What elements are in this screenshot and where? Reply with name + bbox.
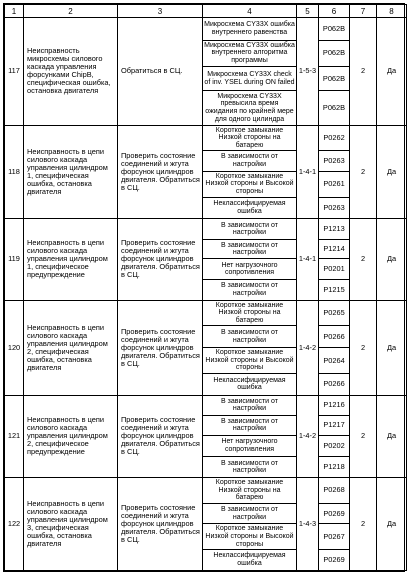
blink-code-cell: 1-4-2 bbox=[297, 300, 319, 395]
header-cell: 1 bbox=[5, 5, 24, 18]
condition-cell: Короткое замыкание Низкой стороны и Высокой стороны bbox=[203, 171, 297, 197]
fault-description-cell: Неисправность в цепи силового каскада управления цилиндром 2, специфическое предупреждение bbox=[24, 395, 118, 477]
action-cell: Обратиться в СЦ. bbox=[118, 18, 203, 126]
fault-description-cell: Неисправность в цепи силового каскада управления цилиндром 1, специфическое предупреждение bbox=[24, 219, 118, 300]
condition-cell: В зависимости от настройки bbox=[203, 457, 297, 478]
fault-description-cell: Неисправность в цепи силового каскада управления цилиндром 3, специфическая ошибка, остановка двигателя bbox=[24, 477, 118, 570]
condition-cell: Короткое замыкание Низкой стороны на батарею bbox=[203, 477, 297, 503]
condition-cell: В зависимости от настройки bbox=[203, 326, 297, 348]
condition-cell: В зависимости от настройки bbox=[203, 280, 297, 301]
fault-description-cell: Неисправность в цепи силового каскада управления цилиндром 1, специфическая ошибка, остановка двигателя bbox=[24, 125, 118, 219]
column-8-cell: Да bbox=[377, 395, 407, 477]
dtc-code-cell: P1214 bbox=[319, 239, 350, 259]
blink-code-cell: 1-4-1 bbox=[297, 219, 319, 300]
dtc-code-cell: P0202 bbox=[319, 435, 350, 457]
blink-code-cell: 1-4-1 bbox=[297, 125, 319, 219]
table-body bbox=[5, 5, 407, 571]
dtc-code-cell: P062B bbox=[319, 40, 350, 66]
action-cell: Проверить состояние соединений и жгута форсунок цилиндров двигателя. Обратиться в СЦ. bbox=[118, 125, 203, 219]
condition-cell: Короткое замыкание Низкой стороны и Высокой стороны bbox=[203, 348, 297, 374]
dtc-code-cell: P1218 bbox=[319, 457, 350, 478]
dtc-code-cell: P0265 bbox=[319, 300, 350, 326]
fault-description-cell: Неисправность микросхемы силового каскада управления форсунками ChipB, специфическая ошибка, остановка двигателя bbox=[24, 18, 118, 126]
condition-cell: Короткое замыкание Низкой стороны на батарею bbox=[203, 300, 297, 326]
column-7-cell: 2 bbox=[350, 18, 377, 126]
dtc-code-cell: P062B bbox=[319, 91, 350, 125]
column-8-cell: Да bbox=[377, 18, 407, 126]
blink-code-cell: 1-5-3 bbox=[297, 18, 319, 126]
table-row bbox=[5, 477, 407, 503]
condition-cell: Неклассифицируемая ошибка bbox=[203, 197, 297, 219]
condition-cell: Микросхема CY33X check of inv. YSEL during ON failed bbox=[203, 66, 297, 91]
table-row bbox=[5, 395, 407, 416]
column-8-cell: Да bbox=[377, 477, 407, 570]
condition-cell: Микросхема CY33X ошибка внутреннего алгоритма программы bbox=[203, 40, 297, 66]
dtc-code-cell: P0261 bbox=[319, 171, 350, 197]
table-row bbox=[5, 219, 407, 240]
header-cell: 2 bbox=[24, 5, 118, 18]
condition-cell: В зависимости от настройки bbox=[203, 219, 297, 240]
table-row bbox=[5, 18, 407, 41]
dtc-code-cell: P0264 bbox=[319, 348, 350, 374]
table-row bbox=[5, 300, 407, 326]
condition-cell: В зависимости от настройки bbox=[203, 151, 297, 172]
dtc-code-cell: P0269 bbox=[319, 550, 350, 571]
blink-code-cell: 1-4-3 bbox=[297, 477, 319, 570]
action-cell: Проверить состояние соединений и жгута форсунок цилиндров двигателя. Обратиться в СЦ. bbox=[118, 300, 203, 395]
column-8-cell: Да bbox=[377, 125, 407, 219]
condition-cell: В зависимости от настройки bbox=[203, 239, 297, 259]
condition-cell: Неклассифицируемая ошибка bbox=[203, 373, 297, 395]
dtc-code-cell: P1217 bbox=[319, 416, 350, 436]
column-7-cell: 2 bbox=[350, 300, 377, 395]
table-row bbox=[5, 125, 407, 151]
dtc-code-cell: P0268 bbox=[319, 477, 350, 503]
column-7-cell: 2 bbox=[350, 219, 377, 300]
row-number-cell: 119 bbox=[5, 219, 24, 300]
dtc-code-cell: P1213 bbox=[319, 219, 350, 240]
condition-cell: Микросхема CY33X ошибка внутреннего равенства bbox=[203, 18, 297, 41]
dtc-code-cell: P0263 bbox=[319, 197, 350, 219]
action-cell: Проверить состояние соединений и жгута форсунок цилиндров двигателя. Обратиться в СЦ. bbox=[118, 395, 203, 477]
dtc-code-cell: P1216 bbox=[319, 395, 350, 416]
column-7-cell: 2 bbox=[350, 395, 377, 477]
column-8-cell: Да bbox=[377, 219, 407, 300]
row-number-cell: 121 bbox=[5, 395, 24, 477]
action-cell: Проверить состояние соединений и жгута форсунок цилиндров двигателя. Обратиться в СЦ. bbox=[118, 477, 203, 570]
condition-cell: В зависимости от настройки bbox=[203, 416, 297, 436]
condition-cell: Неклассифицируемая ошибка bbox=[203, 550, 297, 571]
header-row bbox=[5, 5, 407, 18]
dtc-code-cell: P1215 bbox=[319, 280, 350, 301]
fault-code-table bbox=[4, 4, 407, 571]
dtc-code-cell: P062B bbox=[319, 18, 350, 41]
header-cell: 6 bbox=[319, 5, 350, 18]
condition-cell: Короткое замыкание Низкой стороны и Высокой стороны bbox=[203, 524, 297, 550]
row-number-cell: 120 bbox=[5, 300, 24, 395]
dtc-code-cell: P0269 bbox=[319, 503, 350, 524]
dtc-code-cell: P0262 bbox=[319, 125, 350, 151]
action-cell: Проверить состояние соединений и жгута форсунок цилиндров двигателя. Обратиться в СЦ. bbox=[118, 219, 203, 300]
column-8-cell: Да bbox=[377, 300, 407, 395]
dtc-code-cell: P0267 bbox=[319, 524, 350, 550]
header-cell: 4 bbox=[203, 5, 297, 18]
dtc-code-cell: P0201 bbox=[319, 259, 350, 280]
column-7-cell: 2 bbox=[350, 477, 377, 570]
condition-cell: Нет нагрузочного сопротивления bbox=[203, 259, 297, 280]
row-number-cell: 118 bbox=[5, 125, 24, 219]
header-cell: 3 bbox=[118, 5, 203, 18]
dtc-code-cell: P0263 bbox=[319, 151, 350, 172]
dtc-code-cell: P0266 bbox=[319, 373, 350, 395]
header-cell: 7 bbox=[350, 5, 377, 18]
blink-code-cell: 1-4-2 bbox=[297, 395, 319, 477]
condition-cell: Нет нагрузочного сопротивления bbox=[203, 435, 297, 457]
row-number-cell: 117 bbox=[5, 18, 24, 126]
fault-description-cell: Неисправность в цепи силового каскада управления цилиндром 2, специфическая ошибка, остановка двигателя bbox=[24, 300, 118, 395]
header-cell: 8 bbox=[377, 5, 407, 18]
condition-cell: В зависимости от настройки bbox=[203, 395, 297, 416]
condition-cell: Микросхема CY33X превысила время ожидания по крайней мере для одного цилиндра bbox=[203, 91, 297, 125]
dtc-code-cell: P0266 bbox=[319, 326, 350, 348]
row-number-cell: 122 bbox=[5, 477, 24, 570]
condition-cell: Короткое замыкание Низкой стороны на батарею bbox=[203, 125, 297, 151]
header-cell: 5 bbox=[297, 5, 319, 18]
fault-code-table-frame bbox=[3, 3, 405, 572]
column-7-cell: 2 bbox=[350, 125, 377, 219]
dtc-code-cell: P062B bbox=[319, 66, 350, 91]
condition-cell: В зависимости от настройки bbox=[203, 503, 297, 524]
